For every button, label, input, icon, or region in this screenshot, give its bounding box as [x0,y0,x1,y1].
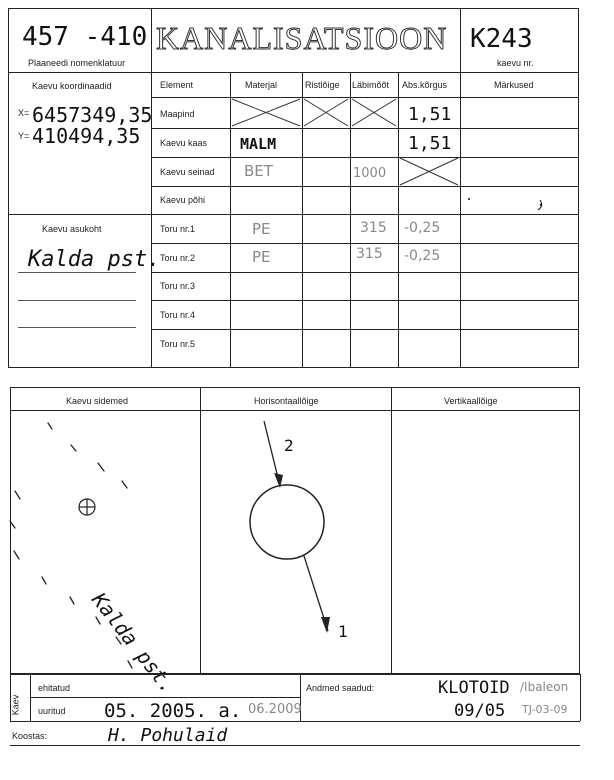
footer-side-label: Kaev [10,694,21,716]
location-label: Kaevu asukoht [42,224,102,234]
pipe-in-label: 2 [284,436,294,455]
drawing-label-horizontal: Horisontaallõige [254,396,319,406]
col-header-height: Abs.kõrgus [402,80,448,90]
drawing-divider-2 [391,387,392,674]
row-label-pipe-4: Toru nr.4 [160,310,196,320]
ties-sketch [10,411,200,673]
ground-height: 1,51 [408,104,452,125]
footer-built-label: ehitatud [38,683,71,693]
pipe-1-diameter: 315 [360,220,387,236]
footer-top-line [10,674,580,675]
compiler-name: H. Pohulaid [108,725,228,746]
y-coordinate: 410494,35 [32,124,141,148]
y-prefix: Y= [18,131,30,141]
x-prefix: X= [18,108,30,118]
row-label-pipe-3: Toru nr.3 [160,281,196,291]
well-position-icon [79,499,95,515]
lid-material: MALM [240,135,277,153]
location-value: Kalda pst. [28,247,161,272]
row-label-bottom: Kaevu põhi [160,195,206,205]
sheet-number-label: Plaaneedi nomenklatuur [28,58,126,68]
horizontal-section [201,411,391,673]
footer-mid-line [30,697,300,698]
well-number-label: kaevu nr. [497,58,534,68]
surveyed-date: 05. 2005. a. [104,700,242,722]
data-source: KLOTOID [438,678,510,698]
drawing-label-ties: Kaevu sidemed [66,396,129,406]
walls-material: BET [244,162,273,180]
well-circle [250,485,324,559]
pipe-out-arrow-icon [321,617,330,633]
page-title: KANALISATSIOON [156,20,448,56]
footer-surveyed-label: uuritud [38,706,66,716]
data-date: 09/05 [454,701,506,721]
col-header-notes: Märkused [494,80,534,90]
compiler-label: Koostas: [12,731,48,741]
walls-diameter: 1000 [353,166,387,181]
data-source-label: Andmed saadud: [306,683,375,693]
row-label-walls: Kaevu seinad [160,167,215,177]
col-header-element: Element [160,80,194,90]
pipe-out-label: 1 [338,622,348,641]
footer-right-edge [580,674,581,721]
col-header-material: Materjal [245,80,278,90]
row-label-lid: Kaevu kaas [160,138,208,148]
sheet-number: 457 -410 [22,22,148,52]
drawing-label-vertical: Vertikaallõige [444,396,498,406]
pipe-2-diameter: 315 [356,246,383,262]
data-date-pencil: TJ-03-09 [522,703,568,716]
row-label-ground: Maapind [160,109,195,119]
lid-height: 1,51 [408,133,452,154]
col-header-cross: Ristlõige [305,80,340,90]
street-label: Kalda pst. [87,588,181,698]
footer-side-divider [30,674,31,721]
row-label-pipe-2: Toru nr.2 [160,253,196,263]
col-header-diameter: Läbimõõt [352,80,390,90]
compiler-underline [10,745,580,746]
coordinates-label: Kaevu koordinaadid [32,81,112,91]
pipe-2-height: -0,25 [404,248,441,264]
pipe-1-height: -0,25 [404,220,441,236]
data-source-pencil: /Ibaleon [520,680,569,694]
x-coordinate: 6457349,35 [32,103,153,127]
pipe-2-material: PE [252,248,271,266]
surveyed-date-pencil: 06.2009 [248,702,302,717]
pipe-1-material: PE [252,220,271,238]
row-label-pipe-5: Toru nr.5 [160,339,196,349]
well-number: K243 [470,24,533,54]
row-label-pipe-1: Toru nr.1 [160,224,196,234]
footer-bottom-line [10,721,580,722]
